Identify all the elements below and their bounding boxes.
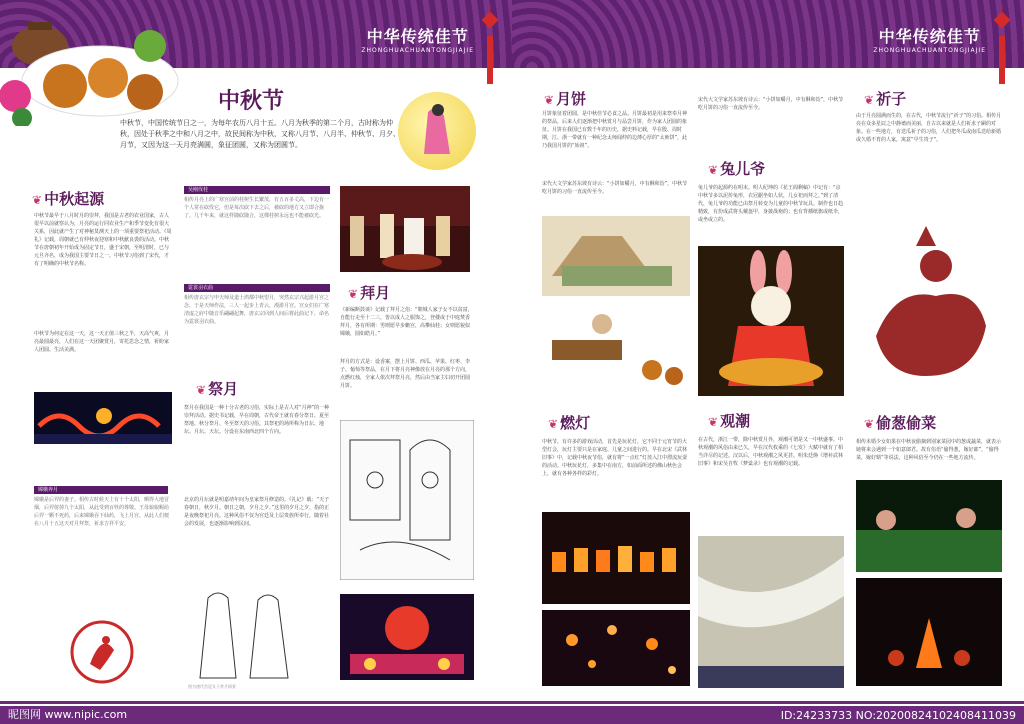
mooncake-maker-photo [542,300,690,396]
moon-worship-ceremony-photo [340,186,470,272]
swirl-icon: ❦ [348,287,359,301]
chang-e-papercut-icon [70,620,134,684]
watermark-right: ID:24233733 NO:20200824102408411039 [780,709,1016,722]
pray-title [864,88,906,109]
swirl-icon: ❦ [32,193,43,207]
ancient-painting-image [542,216,690,296]
chinese-knot-icon [482,6,498,86]
legend-text: 嫦娥是后羿的妻子。相传古时候天上有十个太阳，晒得大地冒烟，后羿射掉九个太阳，从此受到百姓的尊敬。王母娘娘赐给后羿一颗不死药，后来嫦娥吞下仙药，飞上月宫，从此人们便在八月十五这天对月拜祭，祈求吉祥平安。 [34,497,170,527]
swirl-icon: ❦ [708,415,719,429]
dragon-lantern-photo [34,392,172,444]
swirl-icon: ❦ [544,93,555,107]
moon-fairy-illustration [398,92,476,170]
rabbit-text: 兔儿爷的起源约在明末。明人纪坤的《花王阁剩稿》中记有：“京中秋节多以泥抟兔形，衣冠踞坐如人状，儿女祀而拜之。”到了清代，兔儿爷的功能已由祭月转变为儿童的中秋节玩具。制作也日趋精致，有扮成武将头戴盔甲，身披战袍的；也有背插纸旗或纸伞，或坐或立的。 [698,185,844,223]
sacrifice-text: 祭月在我国是一种十分古老的习俗，实际上是古人对“月神”的一种崇拜活动。据史书记载，早在周朝，古代帝王就有春分祭日、夏至祭地、秋分祭月、冬至祭天的习俗。其祭祀的场所称为日坛、地坛、月坛、天坛。分设在东南西北四个方向。 [184,405,330,435]
origin-text-2: 中秋节为何定在这一天，这一天正值三秋之半，天高气爽，月亮最圆最亮，人们在这一天团聚赏月，寄托思念之情，祈盼家人团圆、生活美满。 [34,331,170,353]
swirl-icon: ❦ [864,93,875,107]
legend-tag: 嫦娥奔月 [34,486,168,494]
banner-title-right [873,24,986,54]
banner-title-text-right: 中华传统佳节 [878,27,981,46]
banner-subtitle-right: ZHONGHUACHUANTONGJIAJIE [873,47,986,54]
lantern-text: 中秋节，有许多的游戏活动，首先是玩花灯，它不同于元宵节的大型灯会，玩灯主要只是在家庭、儿童之间进行的。早在北宋《武林旧事》中，记载中秋夜节俗，就有将“一点红”灯放入江中漂流玩耍的活动。中秋玩花灯，多集中在南方，如前面所述的佛山秋色会上，就有各种各样的彩灯。 [542,439,688,477]
origin-text: 中秋节最早于八月时月的崇拜，我国是古老的农业国家，古人很早以前就察认为，月亮的运行同农业生产和季节变化有很大关系，因此就产生了对神秘莫测天上的一项重要祭祀活动。《周礼》记载，周朝就已有仲秋夜迎寒和中秋献良裘的活动。中秋节在唐朝初年开始成为固定节日，盛于宋朝，至明清时，已与元旦齐名，成为我国主要节日之一。中秋节习俗到了宋代，才有了明确的中秋节名称。 [34,213,172,267]
ancient-scene-drawing [340,420,474,580]
rabbit-title-text: 兔儿爷 [720,160,766,178]
intro-text: 中秋节，中国传统节日之一，为每年农历八月十五。八月为秋季的第二个月，古时称为仲秋，因处于秋季之中和八月之中，故民间称为中秋，又称八月节、八月半、仲秋节、月夕、月节，又因为这一天月亮满圆，象征团圆，又称为团圆节。 [120,119,400,149]
bottom-rule [0,701,512,704]
banner-title-text: 中华传统佳节 [366,27,469,46]
bonfire-night-photo [856,578,1002,686]
page-title: 中秋节 [218,89,285,114]
mooncake-continue-text: 宋代大文学家苏东坡有诗云：“小饼如嚼月，中有酥和饴”，中秋节吃月饼的习俗一直流传至今。 [698,97,844,111]
sky-lanterns-photo [542,610,690,686]
rabbit-lord-figurine-photo [698,246,844,396]
custom1-text: 相传月亮上的广寒宫前的桂树生长繁茂，有五百多丈高，下边有一个人常在砍伐它，但是每次砍下去之后，被砍的地方又立即合拢了。几千年来，就这样随砍随合，这棵桂树永远也不能被砍光。 [184,197,330,219]
ladies-sketch-drawing [188,588,308,684]
mooncake-title-text: 月饼 [556,90,587,108]
rabbit-title [708,158,765,179]
figures-caption: 图为唐代宫廷女子赏月情景 [188,684,236,689]
swirl-icon: ❦ [864,417,875,431]
child-riding-qilin-papercut [856,216,1002,402]
lantern-festival-photo [340,594,474,680]
lantern-row-photo [542,512,690,604]
worship-text-2: 拜月的方式是：设香案，摆上月饼、西瓜、苹果、红枣、李子、葡萄等祭品，在月下将月亮神像放在月亮的那个方向，点燃红烛，全家人依次拜祭月亮，然后由当家主妇切开团圆月饼。 [340,359,471,389]
banner-title [361,24,474,54]
mooncake-teapot-illustration [0,6,180,126]
watermark-left: 昵图网 www.nipic.com [8,708,128,721]
tide-text: 在古代，浙江一带，除中秋赏月外，观潮可谓是又一中秋盛事。中秋观潮的风俗由来已久，早在汉代枚乘的《七发》大赋中就有了相当详尽的记述。汉以后，中秋观潮之风更甚。明朱廷焕《增补武林旧事》和宋吴自牧《梦粱录》也有观潮的记载。 [698,437,844,467]
tidal-bore-photo [698,536,844,688]
swirl-icon: ❦ [548,417,559,431]
custom1-tag: 吴刚伐桂 [184,186,330,194]
worship-title [348,282,390,303]
custom2-text: 相传唐玄宗与申天师及道士鸿都中秋望月，突然玄宗兴起游月宫之念，于是天师作法，三人一起步上青云，漫游月宫。宫女们在广寒清虚之府中随音乐翩翩起舞，唐玄宗回到人间后将此曲记下，命名为霓裳羽衣曲。 [184,295,330,325]
worship-text: 《新编断鼓谈》记载了拜月之俗：“朝城人家子女不以贫富，自能行走至十二三，皆以成人之服饰之，登楼或于中庭焚香拜月，各有所期：男则愿早步蟾宫，高攀仙桂；女则愿貌似嫦娥，圆如皓月。” [340,307,473,337]
swirl-icon: ❦ [196,383,207,397]
stealing-title-text: 偷葱偷菜 [876,414,937,432]
mooncake-text-2: 宋代大文学家苏东坡有诗云：“小饼如嚼月，中有酥和饴”，中秋节吃月饼的习俗一直流传至今。 [542,181,688,195]
tide-title-text: 观潮 [720,412,751,430]
pray-text: 由于月亮圆满而生的，在古代，中秋节流行“祈子”的习俗。相传月亮在众多星辰之中静谧而美丽，自古以来就是人们祈求子嗣的对象。在一些地方，有送瓜祈子的习俗，人们把冬瓜或南瓜送给新婚或久婚不育的人家，寓意“早生贵子”。 [856,113,1002,143]
chinese-knot-icon [994,6,1010,86]
origin-title [32,188,104,209]
mooncake-title [544,88,586,109]
stealing-title [864,412,936,433]
worship-title-text: 拜月 [360,284,391,302]
right-page [512,0,1024,724]
banner-subtitle: ZHONGHUACHUANTONGJIAJIE [361,47,474,54]
sacrifice-title [196,378,238,399]
mooncake-text: 月饼象征着团圆，是中秋佳节必食之品。月饼最初是用来祭奉月神的祭品，后来人们逐渐把中秋赏月与品尝月饼，作为家人团圆的象征。月饼在我国已有数千年的历史，据史料记载，早在殷、周时期，江、浙一带就有一种纪念太师闻仲的边薄心厚的“太师饼”，此乃我国月饼的“始祖”。 [542,111,688,149]
custom2-tag: 霓裳羽衣曲 [184,284,330,292]
bottom-rule-right [512,701,1024,704]
lantern-title [548,412,590,433]
harvest-night-photo [856,480,1002,572]
sacrifice-title-text: 祭月 [208,380,239,398]
sacrifice-text-2: 北京的月坛就是明嘉靖年间为皇家祭月修造的。《礼记》载：“天子春朝日，秋夕月。朝日之朝，夕月之夕。”这里的夕月之夕，指的正是夜晚祭祀月亮。这种风俗不仅为宫廷及上层贵族所奉行，随着社会的发展，也逐渐影响到民间。 [184,497,330,527]
lantern-title-text: 燃灯 [560,414,591,432]
stealing-text: 相传未婚少女如果在中秋夜偷摘到别家菜园中的葱或蔬菜，就表示她将来会遇到一个如意郎君。故有俗语“偷得葱，嫁好郎”，“偷得菜，嫁好婿”等说法，这种风俗至今仍在一些地方流传。 [856,439,1002,461]
swirl-icon: ❦ [708,163,719,177]
origin-title-text: 中秋起源 [44,190,105,208]
pray-title-text: 祈子 [876,90,907,108]
tide-title [708,410,750,431]
